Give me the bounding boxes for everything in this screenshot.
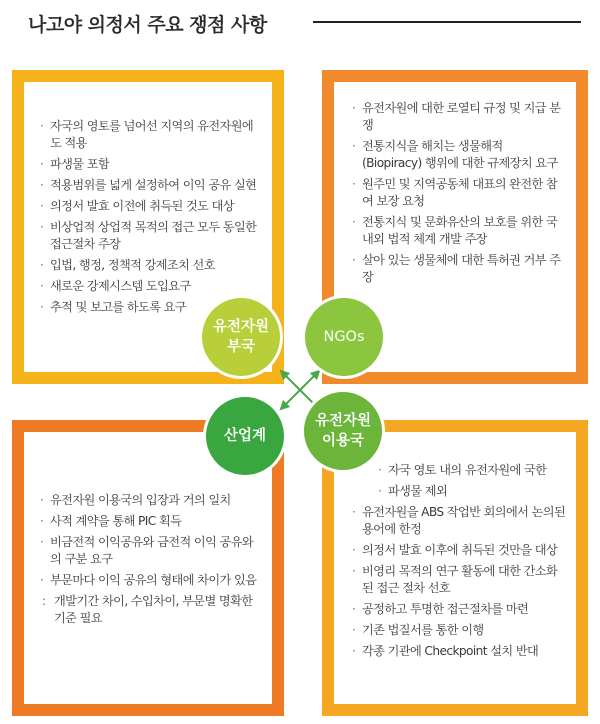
list-item: · 공정하고 투명한 접근절차를 마련	[352, 601, 568, 618]
list-item: · 적용범위를 넓게 설정하여 이익 공유 실현	[40, 177, 260, 194]
list-item: · 자국의 영토를 넘어선 지역의 유전자원에도 적용	[40, 118, 260, 152]
page-title: 나고야 의정서 주요 쟁점 사항	[28, 14, 267, 36]
list-subitem: : 개발기간 차이, 수입차이, 부문별 명확한 기준 필요	[40, 593, 258, 627]
node-label: 산업계	[223, 428, 267, 444]
node-supplier-country	[202, 298, 280, 376]
list-item: · 파생물 제외	[378, 483, 568, 500]
node-industry	[206, 397, 284, 475]
list-item: · 기존 법질서를 통한 이행	[352, 622, 568, 639]
list-item: · 각종 기관에 Checkpoint 설치 반대	[352, 643, 568, 660]
list-item: · 사적 계약을 통해 PIC 획득	[40, 513, 258, 530]
list-item: · 파생물 포함	[40, 156, 260, 173]
list-item: · 자국 영토 내의 유전자원에 국한	[378, 462, 568, 479]
list-item: · 새로운 강제시스템 도입요구	[40, 278, 260, 295]
list-item: · 전통지식 및 문화유산의 보호를 위한 국내외 법적 체계 개발 주장	[352, 214, 562, 248]
node-label: 유전자원 부국	[212, 319, 270, 355]
list-item: · 비영리 목적의 연구 활동에 대한 간소화된 접근 절차 선호	[352, 563, 568, 597]
list-item: · 부문마다 이익 공유의 형태에 차이가 있음	[40, 572, 258, 589]
list-item: · 비상업적 상업적 목적의 접근 모두 동일한 접근절차 주장	[40, 219, 260, 253]
list-item: · 유전자원에 대한 로열티 규정 및 지급 분쟁	[352, 100, 562, 134]
node-label: 유전자원 이용국	[314, 413, 372, 449]
list-item: · 추적 및 보고를 하도록 요구	[40, 299, 260, 316]
node-user-country	[304, 392, 382, 470]
list-item: · 비금전적 이익공유와 금전적 이익 공유와의 구분 요구	[40, 534, 258, 568]
list-item: · 살아 있는 생물체에 대한 특허권 거부 주장	[352, 252, 562, 286]
list-item: · 전통지식을 해치는 생물해적(Biopiracy) 행위에 대한 규제장치 요구	[352, 138, 562, 172]
node-label: NGOs	[323, 329, 365, 345]
list-item: · 원주민 및 지역공동체 대표의 완전한 참여 보장 요청	[352, 176, 562, 210]
list-item: · 유전자원을 ABS 작업반 회의에서 논의된 용어에 한정	[352, 504, 568, 538]
list-item: · 유전자원 이용국의 입장과 거의 일치	[40, 492, 258, 509]
list-item: · 의정서 발효 이후에 취득된 것만을 대상	[352, 542, 568, 559]
list-item: · 의정서 발효 이전에 취득된 것도 대상	[40, 198, 260, 215]
node-ngos	[305, 298, 383, 376]
list-item: · 입법, 행정, 정책적 강제조치 선호	[40, 257, 260, 274]
